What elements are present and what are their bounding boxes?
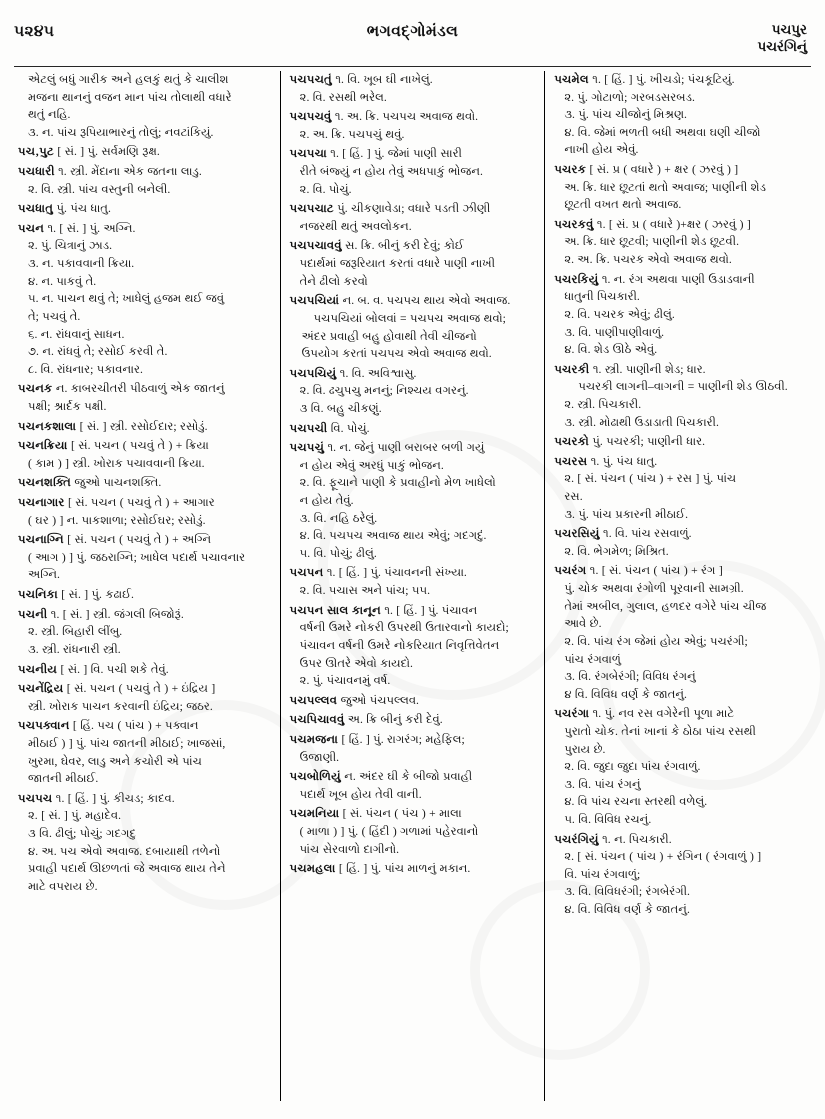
- headword: પચરંગ: [554, 564, 587, 578]
- dictionary-entry: [18, 143, 271, 161]
- entry-text-line: વિ. પાંચ રંગવાળું;: [564, 867, 641, 881]
- headword: પચપલ્લવ: [289, 693, 338, 707]
- entry-definition: ૧. ન. જેનું પાણી બરાબર બળી ગયું: [324, 441, 485, 455]
- entry-headword-line: [554, 216, 807, 234]
- entry-headword-line: [554, 562, 807, 580]
- entry-text-line: ૩. ન. પકાવવાની ક્રિયા.: [28, 257, 135, 271]
- headword: પચરસ: [554, 454, 588, 468]
- entry-headword-line: [18, 586, 271, 604]
- entry-text-line: ૪. ન. પાકવું તે.: [28, 274, 97, 288]
- entry-text-line: પાંચ રંગવાળું: [564, 652, 621, 666]
- entry-definition: ૧. ન. રંગ અથવા પાણી ઉડાડવાની: [598, 272, 755, 286]
- entry-text-line: ૩. ન. પાંચ રૂપિયાભારનું તોલું; નવટાંકિયું.: [28, 125, 214, 139]
- headword: પચરકો: [554, 435, 589, 449]
- dictionary-entry: [554, 271, 807, 359]
- entry-headword-line: [554, 831, 807, 849]
- entry-definition: [ સં. ] પું. સર્વમણિ રૂક્ષ.: [53, 145, 160, 159]
- entry-definition: [ સં. પચન ( પચવું તે ) + ક્રિયા: [67, 439, 209, 453]
- headword: પચમજના: [289, 732, 339, 746]
- headword: પચનિકા: [18, 588, 58, 602]
- entry-text-line: ન હોય તેવું.: [299, 494, 354, 508]
- entry-definition: [ હિં. ] પું. રાગરંગ; મહેફિલ;: [338, 732, 465, 746]
- entry-text-line: ૨. વિ. પચાસ અને પાંચ; ૫૫.: [299, 584, 430, 598]
- headword: પચપચિયું: [289, 366, 337, 380]
- entry-headword-line: [18, 418, 271, 436]
- entry-text-line: ૪. વિ. શેડ ઊઠે એવું.: [564, 343, 658, 357]
- headword: પચપન: [289, 566, 324, 580]
- entry-headword-line: [554, 433, 807, 451]
- entry-text-line: રસ.: [564, 490, 583, 504]
- dictionary-entry: [290, 71, 536, 106]
- entry-text-line: મજના થાનનું વજન માન પાંચ તોલાથી વધારે: [28, 90, 232, 104]
- dictionary-entry: [554, 71, 807, 159]
- dictionary-entry: [18, 586, 271, 604]
- entry-text-line: ૩. સ્ત્રી. રાંધનારી સ્ત્રી.: [28, 642, 121, 656]
- entry-text-line: ૩. વિ. પાંચ રંગનું: [564, 777, 641, 791]
- entry-headword-line: [18, 531, 271, 549]
- dictionary-entry: [290, 365, 536, 418]
- entry-definition: ૧. અ. ક્રિ. પચપચ અવાજ થવો.: [331, 110, 479, 124]
- entry-text-line: ૮. વિ. રાંધનાર; પકાવનાર.: [28, 362, 143, 376]
- entry-definition: ન. કાબરચીતરી પીઠવાળું એક જાતનું: [52, 382, 225, 396]
- entry-headword-line: [554, 453, 807, 471]
- entry-headword-line: [18, 680, 271, 698]
- entry-definition: પું. ચીકણાવેડા; વધારે પડતી ઝીણી: [333, 202, 491, 216]
- dictionary-entry: [554, 433, 807, 451]
- entry-text-line: ૩ વિ. બહુ ચીકણું.: [299, 401, 382, 415]
- entry-definition: જુઓ પંચપલ્લવ.: [337, 693, 419, 707]
- entry-text-line: અંદર પ્રવાહી બહુ હોવાથી તેવી ચીજનો: [301, 329, 477, 343]
- entry-text-line: ૫. વિ. વિવિધ રચનું.: [564, 812, 652, 826]
- entry-headword-line: [554, 525, 807, 543]
- dictionary-entry: [290, 860, 536, 878]
- headword: પચપક્વાન: [18, 719, 70, 733]
- dictionary-entry: [18, 418, 271, 436]
- entry-definition: અ. ક્રિ બીનું કરી દેવું.: [344, 713, 443, 727]
- dictionary-entry: [18, 606, 271, 659]
- dictionary-entry: [554, 216, 807, 269]
- entry-text-line: નજરથી થતું અવલોકન.: [299, 219, 412, 233]
- dictionary-entry: [554, 161, 807, 214]
- entry-headword-line: [290, 200, 536, 218]
- entry-text-line: પું. ચોક અથવા રંગોળી પૂરવાની સામગ્રી.: [564, 582, 744, 596]
- headword: પચનેંદ્રિય: [18, 682, 64, 696]
- headword: પચપચા: [289, 147, 327, 161]
- headword: પચરક: [554, 163, 587, 177]
- entry-definition: ૧. પું. પંચ ધાતુ.: [587, 454, 658, 468]
- entry-text-line: નાખી હોય એવું.: [564, 143, 639, 157]
- entry-text-line: ૨. [ સં. પંચન ( પાંચ ) + રંગિન ( રંગવાળું ) ]: [564, 850, 762, 864]
- entry-definition: [ સં. પચન ( પચવું તે ) + અગ્નિ: [63, 533, 212, 547]
- dictionary-entry: [290, 420, 536, 438]
- entry-text-line: પ્રવાહી પદાર્થ ઊછળતાં જે અવાજ થાય તેને: [28, 862, 226, 876]
- entry-text-line: પચપચિયાં બોલવાં = પચપચ અવાજ થવો;: [313, 311, 506, 325]
- entry-definition: [ સં. પંચન ( પંચ ) + માલા: [339, 807, 462, 821]
- entry-text-line: ૨. અ. ક્રિ. પચરક એવો અવાજ થવો.: [564, 253, 732, 267]
- entry-text-line: તેને ઢીલો કરવો: [299, 274, 368, 288]
- headword: પચનશક્તિ: [18, 476, 71, 490]
- entry-text-line: ૭. ન. રાંધવું તે; રસોઈ કરવી તે.: [28, 345, 168, 359]
- header-rule: [14, 66, 811, 67]
- entry-text-line: ( આગ ) ] પું. જઠરાગ્નિ; ખાધેલ પદાર્થ પચાવનાર: [28, 550, 246, 564]
- entry-text-line: ૨. વિ. સ્ત્રી. પાંચ વસ્તુની બનેલી.: [28, 182, 171, 196]
- entry-definition: ૧. વિ. ખૂબ ઘી નાખેલું.: [331, 73, 433, 86]
- headword: પચધારી: [18, 165, 55, 179]
- entry-definition: ૧. [ હિં. ] પું. કીચડ; કાદવ.: [52, 791, 175, 805]
- entry-text-line: અગ્નિ.: [28, 568, 60, 582]
- entry-text-line: આવે છે.: [564, 617, 602, 631]
- dictionary-entry: [554, 705, 807, 828]
- entry-headword-line: [18, 494, 271, 512]
- entry-headword-line: [554, 161, 807, 179]
- headword: પચપચવું: [289, 110, 332, 124]
- entry-text-line: ૨. અ. ક્રિ. પચપચું થવું.: [299, 127, 405, 141]
- dictionary-entry: [290, 200, 536, 235]
- entry-headword-line: [290, 108, 536, 126]
- dictionary-entry: [554, 361, 807, 431]
- dictionary-entry: [18, 220, 271, 378]
- book-title: ભગવદ્ગોમંડલ: [366, 23, 459, 40]
- headword: પચપચિયાં: [289, 294, 340, 308]
- entry-text-line: પુરાય છે.: [564, 742, 606, 756]
- entry-text-line: થતું નહિ.: [28, 108, 71, 122]
- entry-definition: વિ. પોચું.: [327, 421, 370, 435]
- entry-text-line: ૩. વિ. વિવિધરંગી; રંગબેરંગી.: [564, 885, 690, 899]
- dictionary-entry: [290, 692, 536, 710]
- entry-text-line: પુરાતો ચોક. તેનાં ખાનાં કે ઠોઠા પાંચ રસથી: [564, 724, 756, 738]
- entry-text-line: મીઠાઈ ) ] પું. પાંચ જાતની મીઠાઈ; ખાજસાં,: [28, 736, 226, 750]
- entry-definition: [ હિં. પચ ( પાંચ ) + પક્વાન: [69, 719, 199, 733]
- text-column-3: [545, 71, 811, 1101]
- dictionary-entry: [290, 731, 536, 766]
- entry-headword-line: [290, 731, 536, 749]
- entry-headword-line: [290, 365, 536, 383]
- headword: પચમેલ: [554, 73, 589, 86]
- entry-headword-line: [18, 606, 271, 624]
- dictionary-entry: [290, 108, 536, 143]
- entry-text-line: ૫. વિ. પોચું; ઢીલું.: [299, 546, 377, 560]
- dictionary-entry: [18, 531, 271, 584]
- entry-text-line: ૩. પું. પાંચ ચીજોનું મિશ્રણ.: [564, 108, 687, 122]
- entry-definition: ૧. સ્ત્રી. મેંદાના એક જતના લાડુ.: [54, 165, 202, 179]
- entry-text-line: પાંચ સેરવાળો દાગીનો.: [299, 842, 400, 856]
- entry-headword-line: [290, 71, 536, 89]
- entry-definition: ૧. ન. પિચકારી.: [598, 832, 672, 846]
- entry-text-line: ૪ વિ. વિવિધ વર્ણ કે જાતનું.: [564, 687, 687, 701]
- entry-text-line: વર્ષની ઉમરે નોકરી ઉપરથી ઉતારવાનો કાયદો;: [299, 621, 509, 635]
- dictionary-entry: [554, 562, 807, 703]
- dictionary-entry: [18, 380, 271, 415]
- entry-definition: ૧. [ સં. પ્ર ( વધારે )+ક્ષર ( ઝરવું ) ]: [593, 217, 751, 231]
- entry-text-line: માટે વપરાય છે.: [28, 879, 98, 893]
- entry-text-line: તે; પચવું તે.: [28, 309, 81, 323]
- entry-text-line: ( કામ ) ] સ્ત્રી. ખોરાક પચાવવાની ક્રિયા.: [28, 456, 205, 470]
- headword: પચરંગિયું: [554, 832, 599, 846]
- entry-headword-line: [18, 163, 271, 181]
- entry-text-line: ૪. વિ પાંચ રચના સ્તરથી વળેલું.: [564, 795, 708, 809]
- entry-text-line: ૨. વિ. ફૂચાને પાણી કે પ્રવાહીનો મેળ ખાધેલો: [299, 476, 496, 490]
- entry-definition: [ સં. પ્ર ( વધારે ) + ક્ષર ( ઝરવું ) ]: [586, 163, 739, 177]
- entry-definition: ૧. [ હિં. ] પું. ખીચડો; પંચકૂટિયું.: [588, 73, 735, 86]
- headword: પચનાગાર: [18, 496, 65, 510]
- headword: પચની: [18, 607, 48, 621]
- entry-definition: ૧. [ સં. પંચન ( પાંચ ) + રંગ ]: [586, 564, 723, 578]
- headword: પચબોળિયું: [289, 770, 341, 784]
- entry-text-line: ૪. અ. પચ એવો અવાજ. દબાયાથી તળેનો: [28, 844, 221, 858]
- dictionary-entry: [554, 831, 807, 919]
- running-head: [14, 22, 811, 64]
- entry-headword-line: [554, 705, 807, 723]
- entry-text-line: ૨. વિ. પોચું.: [299, 182, 352, 196]
- entry-text-line: ૩. વિ. નહિ ઠરેલું.: [299, 511, 378, 525]
- dictionary-entry: [18, 661, 271, 679]
- entry-text-line: તેમાં અબીલ, ગુલાલ, હળદર વગેરે પાંચ ચીજ: [564, 599, 767, 613]
- entry-text-line: ૩. વિ. પાણીપાણીવાળું.: [564, 325, 665, 339]
- entry-headword-line: [290, 237, 536, 255]
- entry-text-line: ૨. વિ. રસથી ભરેલ.: [299, 90, 387, 104]
- entry-definition: ન. બ. વ. પચપચ થાય એવો અવાજ.: [339, 294, 511, 308]
- entry-text-line: ખુરમા, ઘેવર, લાડુ અને કચોરી એ પાંચ: [28, 754, 202, 768]
- dictionary-entry: [290, 768, 536, 803]
- entry-text-line: પક્ષી; શ્રાર્દક પક્ષી.: [28, 399, 107, 413]
- guide-word-last: પચરંગિનું: [757, 38, 807, 54]
- dictionary-entry: [18, 790, 271, 896]
- dictionary-entry: [18, 474, 271, 492]
- entry-text-line: ૨. પું. પંચાવનમું વર્ષ.: [299, 674, 391, 688]
- entry-definition: [ સં. ] સ્ત્રી. રસોઈદાર; રસોડું.: [76, 419, 208, 433]
- entry-definition: ૧. પું. નવ રસ વગેરેની પૂળા માટે: [589, 707, 735, 721]
- entry-headword-line: [18, 474, 271, 492]
- dictionary-entry: [554, 525, 807, 560]
- entry-text-line: ઉજાણી.: [299, 750, 340, 764]
- entry-definition: ૧. [ હિં. ] પું. પંચાવન: [380, 603, 478, 617]
- entry-headword-line: [290, 711, 536, 729]
- entry-text-line: છૂટતી વખત થતો અવાજ.: [564, 198, 682, 212]
- entry-text-line: ૩. વિ. રંગબેરંગી; વિવિધ રંગનું: [564, 670, 696, 684]
- text-column-2: [280, 71, 546, 1101]
- entry-text-line: ૨. સ્ત્રી. બિહારી લીંબુ.: [28, 625, 123, 639]
- entry-definition: ૧. વિ. પાંચ રસવાળું.: [599, 527, 692, 541]
- entry-text-line: ૪. વિ. વિવિધ વર્ણ કે જાતનું.: [564, 903, 690, 917]
- entry-text-line: ૨. વિ. પાંચ રંગ જેમાં હોય એવું; પચરંગી;: [564, 634, 748, 648]
- entry-definition: ૧. સ્ત્રી. પાણીની શેડ; ધાર.: [589, 362, 706, 376]
- entry-text-line: ( ઘર ) ] ન. પાકશાળા; રસોઈઘર; રસોડું.: [28, 513, 206, 527]
- dictionary-entry: [290, 237, 536, 290]
- dictionary-entry: [290, 711, 536, 729]
- entry-text-line: ૨. [ સં. પંચન ( પાંચ ) + રસ ] પું. પાંચ: [564, 472, 737, 486]
- entry-headword-line: [18, 200, 271, 218]
- entry-definition: [ સં. પચન ( પચવું તે ) + આગાર: [64, 496, 215, 510]
- entry-definition: ૧. [ હિં. ] પું. જેમાં પાણી સારી: [326, 147, 462, 161]
- headword: પચમહલા: [289, 862, 336, 876]
- headword: પચરસિયું: [554, 527, 600, 541]
- entry-headword-line: [18, 380, 271, 398]
- headword: પચધાતુ: [18, 202, 54, 216]
- entry-definition: ન. અંદર ઘી કે બીજો પ્રવાહી: [340, 770, 473, 784]
- entry-headword-line: [290, 692, 536, 710]
- entry-headword-line: [290, 145, 536, 163]
- dictionary-entry: [18, 163, 271, 198]
- dictionary-entry: [18, 71, 271, 141]
- dictionary-entry: [18, 717, 271, 787]
- entry-text-line: ૨. સ્ત્રી. પિચકારી.: [564, 397, 642, 411]
- dictionary-entry: [18, 494, 271, 529]
- entry-headword-line: [290, 602, 536, 620]
- entry-definition: [ સં. ] પું. કઢાઈ.: [57, 588, 134, 602]
- headword: પચન: [18, 221, 45, 235]
- text-column-1: [14, 71, 280, 1101]
- headword: પચપચ: [18, 791, 53, 805]
- entry-headword-line: [290, 420, 536, 438]
- headword: પચનીય: [18, 662, 58, 676]
- entry-text-line: ધાતુની પિચકારી.: [564, 290, 640, 304]
- entry-headword-line: [290, 292, 536, 310]
- entry-definition: ૧. [ સં. ] સ્ત્રી. જંગલી બિજોરૂં.: [47, 607, 184, 621]
- entry-definition: સ. ક્રિ. બીનું કરી દેવું; કોઈ: [341, 239, 464, 253]
- entry-headword-line: [18, 220, 271, 238]
- entry-text-line: જાતની મીઠાઈ.: [28, 772, 99, 786]
- dictionary-entry: [18, 680, 271, 715]
- dictionary-entry: [290, 145, 536, 198]
- headword: પચમનિયા: [289, 807, 340, 821]
- entry-text-line: ૨. વિ. ભેગમેળ; મિશ્રિત.: [564, 544, 669, 558]
- entry-text-line: ૨. વિ. જુદા જુદા પાંચ રંગવાળું.: [564, 760, 701, 774]
- entry-definition: ૧. વિ. અવિશ્વાસુ.: [336, 366, 417, 380]
- headword: પચ‚પુટ: [18, 145, 54, 159]
- entry-text-line: પંચાવન વર્ષની ઉમરે નોકરિયાત નિવૃત્તિવેતન: [299, 638, 500, 652]
- entry-text-line: ૫. ન. પાચન થવું તે; ખાધેલું હજમ થઈ જવું: [28, 292, 225, 306]
- entry-text-line: ૩. પું. પાંચ પ્રકારની મીઠાઈ.: [564, 507, 689, 521]
- entry-text-line: રીતે બંજ્યું ન હોય તેવું અધપાકું ભોજન.: [299, 165, 483, 179]
- entry-definition: જુઓ પાચનશક્તિ.: [71, 476, 162, 490]
- headword: પચપચી: [289, 421, 328, 435]
- headword: પચપચતું: [289, 73, 332, 86]
- entry-headword-line: [18, 661, 271, 679]
- entry-text-line: સ્ત્રી. ખોરાક પાચન કરવાની ઇંદ્રિય; જઠર.: [28, 699, 213, 713]
- headword: પચપિચાવવું: [289, 713, 345, 727]
- entry-text-line: ૨. વિ. પચરક એવું; ઢીલું.: [564, 307, 675, 321]
- entry-text-line: ૩. સ્ત્રી. મોઢાથી ઉડાડાતી પિચકારી.: [564, 415, 719, 429]
- entry-definition: ૧. [ હિં. ] પું. પંચાવનની સંખ્યા.: [323, 566, 467, 580]
- headword: પચપન સાલ કાનૂન: [289, 603, 381, 617]
- entry-headword-line: [290, 768, 536, 786]
- entry-text-line: ઉપયોગ કરતાં પચપચ એવો અવાજ થવો.: [301, 347, 492, 361]
- entry-text-line: અ. ક્રિ. ધાર છૂટતાં થતો અવાજ; પાણીની શેડ: [564, 180, 766, 194]
- guide-word-first: પચપુર: [771, 22, 807, 37]
- entry-headword-line: [290, 805, 536, 823]
- entry-headword-line: [290, 564, 536, 582]
- entry-definition: પું. પચરકી; પાણીની ધાર.: [589, 435, 705, 449]
- entry-headword-line: [18, 790, 271, 808]
- entry-text-line: ૨. પું. ગોટાળો; ગરબડસરબડ.: [564, 90, 695, 104]
- entry-headword-line: [554, 271, 807, 289]
- dictionary-entry: [290, 564, 536, 599]
- entry-text-line: ૨. પું. ચિત્રાનું ઝાડ.: [28, 239, 112, 253]
- headword: પચપચું: [289, 441, 325, 455]
- column-container: [14, 71, 811, 1101]
- entry-definition: [ સં. પચન ( પચવું તે ) + ઇંદ્રિય ]: [63, 682, 216, 696]
- dictionary-entry: [290, 292, 536, 362]
- entry-text-line: ન હોય એવું અરધું પાકું ભોજન.: [299, 458, 444, 472]
- entry-definition: ૧. [ સં. ] પું. અગ્નિ.: [44, 221, 136, 235]
- entry-text-line: પદાર્થ ખૂબ હોય તેવી વાની.: [299, 787, 422, 801]
- entry-text-line: અ. ક્રિ. ધાર છૂટવી; પાણીની શેડ છૂટવી.: [564, 235, 739, 249]
- entry-headword-line: [18, 143, 271, 161]
- entry-text-line: ૪. વિ. પચપચ અવાજ થાય એવું; ગદગદું.: [299, 529, 487, 543]
- entry-headword-line: [290, 439, 536, 457]
- headword: પચનક્રિયા: [18, 439, 68, 453]
- entry-definition: પું. પંચ ધાતુ.: [53, 202, 111, 216]
- headword: પચરકિયું: [554, 272, 599, 286]
- entry-text-line: ૪. વિ. જેમાં ભળતી બધી અથવા ઘણી ચીજો: [564, 125, 761, 139]
- dictionary-entry: [18, 200, 271, 218]
- entry-headword-line: [290, 860, 536, 878]
- headword: પચરકી: [554, 362, 590, 376]
- entry-text-line: ( માળા ) ] પું. ( હિંદી ) ગળામાં પહેરવાનો: [299, 824, 479, 838]
- entry-text-line: ૩ વિ. ઢીલું; પોચું; ગદગદુ: [28, 826, 136, 840]
- dictionary-entry: [290, 805, 536, 858]
- entry-headword-line: [554, 71, 807, 89]
- dictionary-entry: [554, 453, 807, 523]
- headword: પચપચાટ: [289, 202, 334, 216]
- dictionary-entry: [290, 439, 536, 562]
- headword: પચનક: [18, 382, 53, 396]
- entry-definition: [ હિં. ] પું. પાંચ માળનું મકાન.: [335, 862, 471, 876]
- headword: પચરકવું: [554, 217, 594, 231]
- entry-text-line: ઉપર ઊતરે એવો કાયદો.: [299, 656, 413, 670]
- headword: પચનકશાલા: [18, 419, 77, 433]
- entry-text-line: ૬. ન. રાંધવાનું સાધન.: [28, 327, 125, 341]
- entry-text-line: એટલું બધું ગારીક અને હલકું થતું કે ચાલીશ: [28, 73, 229, 86]
- headword: પચપચાવવું: [289, 239, 342, 253]
- entry-text-line: ૨. [ સં. ] પું. મહાદેવ.: [28, 809, 122, 823]
- entry-text-line: પચરકી લાગની–વાગની = પાણીની શેડ ઊઠવી.: [578, 380, 788, 394]
- headword: પચરંગા: [554, 707, 590, 721]
- headword: પચનાગ્નિ: [18, 533, 64, 547]
- page-number: ૫૨૪૫: [14, 23, 55, 40]
- entry-headword-line: [18, 717, 271, 735]
- dictionary-entry: [18, 437, 271, 472]
- entry-definition: [ સં. ] વિ. પચી શકે તેવું.: [57, 662, 169, 676]
- entry-text-line: ૨. વિ. ઢચુપચુ મનનું; નિશ્ચય વગરનું.: [299, 384, 469, 398]
- dictionary-entry: [290, 602, 536, 690]
- entry-text-line: પદાર્થમાં જરૂરિયાત કરતાં વધારે પાણી નાખી: [299, 257, 496, 271]
- entry-headword-line: [554, 361, 807, 379]
- entry-headword-line: [18, 437, 271, 455]
